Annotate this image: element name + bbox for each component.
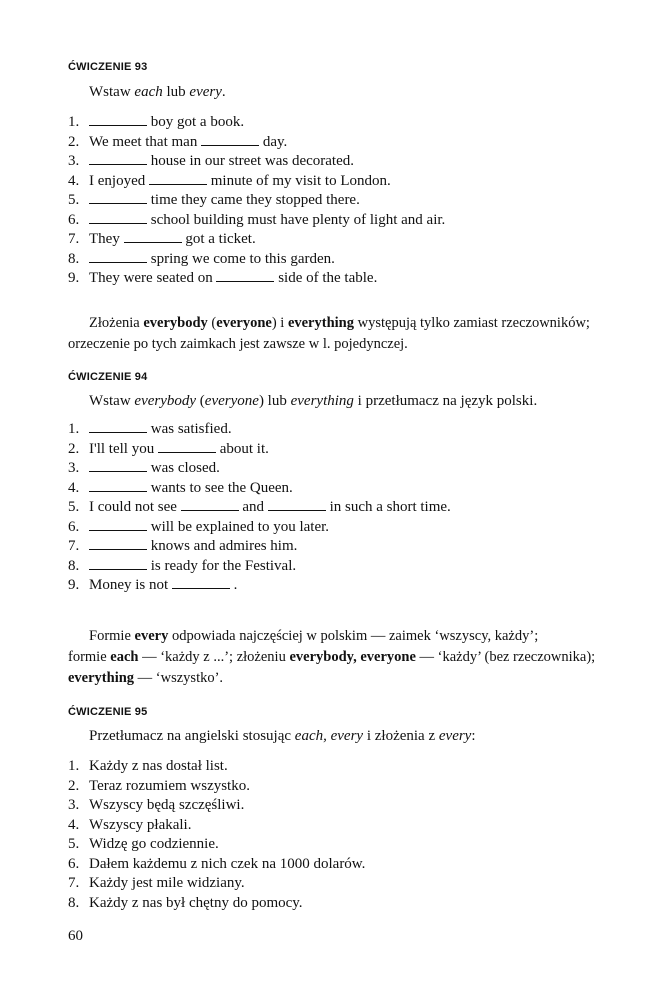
exercise-94-instruction: Wstaw everybody (everyone) lub everything i przetłumacz na język polski. — [89, 393, 538, 409]
grammar-note-1: Złożenia everybody (everyone) i everything występują tylko zamiast rzeczowników; orzeczenie po tych zaimkach jest zawsze w l. pojedynczej. — [68, 315, 590, 352]
answer-blank[interactable] — [89, 557, 147, 570]
list-item: 1. boy got a book. — [68, 114, 245, 130]
list-item: 5. I could not see and in such a short time. — [68, 499, 451, 515]
list-item: 6. school building must have plenty of light and air. — [68, 211, 446, 228]
list-item: 2. We meet that man day. — [68, 133, 288, 150]
list-item: 4. Wszyscy płakali. — [68, 816, 192, 833]
list-item: 5. Widzę go codziennie. — [68, 836, 219, 852]
answer-blank[interactable] — [89, 518, 147, 531]
answer-blank[interactable] — [158, 440, 216, 453]
list-item: 4. wants to see the Queen. — [68, 479, 293, 496]
list-item: 7. They got a ticket. — [68, 231, 256, 247]
list-item: 3. house in our street was decorated. — [68, 153, 355, 169]
answer-blank[interactable] — [201, 133, 259, 146]
answer-blank[interactable] — [89, 250, 147, 263]
answer-blank[interactable] — [89, 113, 147, 126]
answer-blank[interactable] — [268, 498, 326, 511]
answer-blank[interactable] — [89, 459, 147, 472]
list-item: 8. Każdy z nas był chętny do pomocy. — [68, 894, 303, 911]
grammar-note-2: Formie every odpowiada najczęściej w polskim — zaimek ‘wszyscy, każdy’; formie each — ‘każdy z ...’; złożeniu everybody, everyone — ‘każdy’ (bez rzeczownika); everything — ‘wszystko’. — [68, 628, 596, 686]
answer-blank[interactable] — [89, 420, 147, 433]
answer-blank[interactable] — [89, 152, 147, 165]
answer-blank[interactable] — [216, 269, 274, 282]
answer-blank[interactable] — [124, 230, 182, 243]
list-item: 9. They were seated on side of the table. — [68, 270, 378, 286]
page-number: 60 — [68, 928, 83, 944]
answer-blank[interactable] — [149, 172, 207, 185]
answer-blank[interactable] — [172, 576, 230, 589]
list-item: 6. will be explained to you later. — [68, 518, 330, 535]
exercise-94-list — [68, 420, 451, 596]
list-item: 1. Każdy z nas dostał list. — [68, 758, 228, 774]
exercise-95-heading: ĆWICZENIE 95 — [68, 706, 148, 718]
answer-blank[interactable] — [89, 191, 147, 204]
list-item: 3. was closed. — [68, 460, 220, 476]
list-item: 8. is ready for the Festival. — [68, 557, 297, 574]
answer-blank[interactable] — [89, 479, 147, 492]
exercise-94-heading: ĆWICZENIE 94 — [68, 371, 148, 383]
answer-blank[interactable] — [89, 211, 147, 224]
list-item: 6. Dałem każdemu z nich czek na 1000 dolarów. — [68, 855, 366, 872]
answer-blank[interactable] — [89, 537, 147, 550]
list-item: 4. I enjoyed minute of my visit to London. — [68, 172, 391, 189]
list-item: 5. time they came they stopped there. — [68, 192, 360, 208]
list-item: 7. Każdy jest mile widziany. — [68, 875, 245, 891]
list-item: 2. I'll tell you about it. — [68, 440, 269, 457]
list-item: 7. knows and admires him. — [68, 538, 298, 554]
exercise-93-heading: ĆWICZENIE 93 — [68, 61, 148, 73]
exercise-93-instruction: Wstaw each lub every. — [89, 84, 226, 100]
list-item: 2. Teraz rozumiem wszystko. — [68, 777, 250, 794]
answer-blank[interactable] — [181, 498, 239, 511]
list-item: 3. Wszyscy będą szczęśliwi. — [68, 797, 245, 813]
exercise-95-list — [68, 757, 365, 913]
exercise-93-list — [68, 113, 445, 289]
list-item: 9. Money is not . — [68, 577, 238, 593]
list-item: 8. spring we come to this garden. — [68, 250, 335, 267]
exercise-95-instruction: Przetłumacz na angielski stosując each, every i złożenia z every: — [89, 728, 476, 744]
list-item: 1. was satisfied. — [68, 421, 232, 437]
